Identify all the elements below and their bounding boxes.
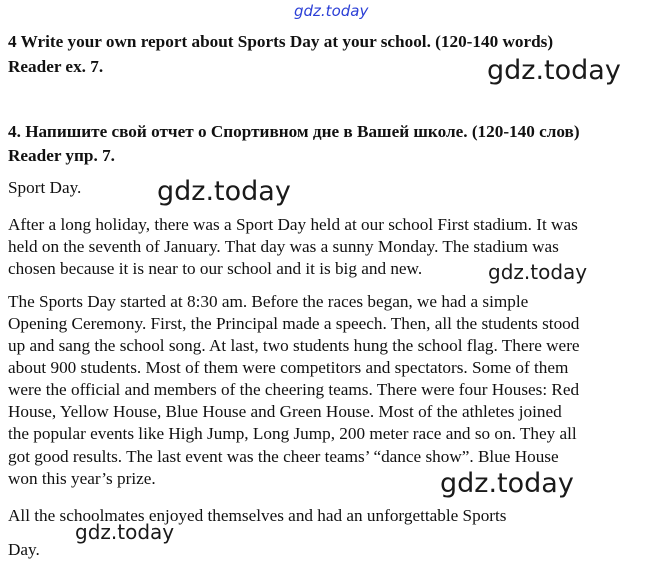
watermark-d: gdz.today <box>440 468 574 499</box>
essay-line: held on the seventh of January. That day was a sunny Monday. The stadium was <box>8 237 559 256</box>
essay-line: All the schoolmates enjoyed themselves and had an unforgettable Sports <box>8 506 507 525</box>
essay-line: were the official and members of the cheering teams. There were four Houses: Red <box>8 380 580 399</box>
watermark-a: gdz.today <box>487 55 621 86</box>
essay-line: about 900 students. Most of them were competitors and spectators. Some of them <box>8 358 569 377</box>
essay-line: House, Yellow House, Blue House and Green House. Most of the athletes joined <box>8 402 562 421</box>
task-en-title: 4 Write your own report about Sports Day at your school. (120-140 words) <box>8 32 554 51</box>
watermark-top: gdz.today <box>294 2 369 20</box>
watermark-e: gdz.today <box>75 520 175 544</box>
essay-heading: Sport Day. <box>8 178 82 197</box>
essay-line: The Sports Day started at 8:30 am. Before the races began, we had a simple <box>8 292 529 311</box>
essay-line: the popular events like High Jump, Long Jump, 200 meter race and so on. They all <box>8 424 577 443</box>
task-ru-reference: Reader упр. 7. <box>8 146 115 165</box>
watermark-b: gdz.today <box>157 176 291 207</box>
essay-line: After a long holiday, there was a Sport Day held at our school First stadium. It was <box>8 215 578 234</box>
essay-line: got good results. The last event was the cheer teams’ “dance show”. Blue House <box>8 447 559 466</box>
essay-line: Opening Ceremony. First, the Principal made a speech. Then, all the students stood <box>8 314 580 333</box>
task-ru-title: 4. Напишите свой отчет о Спортивном дне в Вашей школе. (120-140 слов) <box>8 122 580 141</box>
essay-line: Day. <box>8 540 40 559</box>
essay-line: up and sang the school song. At last, two students hung the school flag. There were <box>8 336 580 355</box>
task-en-reference: Reader ex. 7. <box>8 57 104 76</box>
essay-line: chosen because it is near to our school and it is big and new. <box>8 259 423 278</box>
watermark-c: gdz.today <box>488 260 588 284</box>
essay-line: won this year’s prize. <box>8 469 156 488</box>
